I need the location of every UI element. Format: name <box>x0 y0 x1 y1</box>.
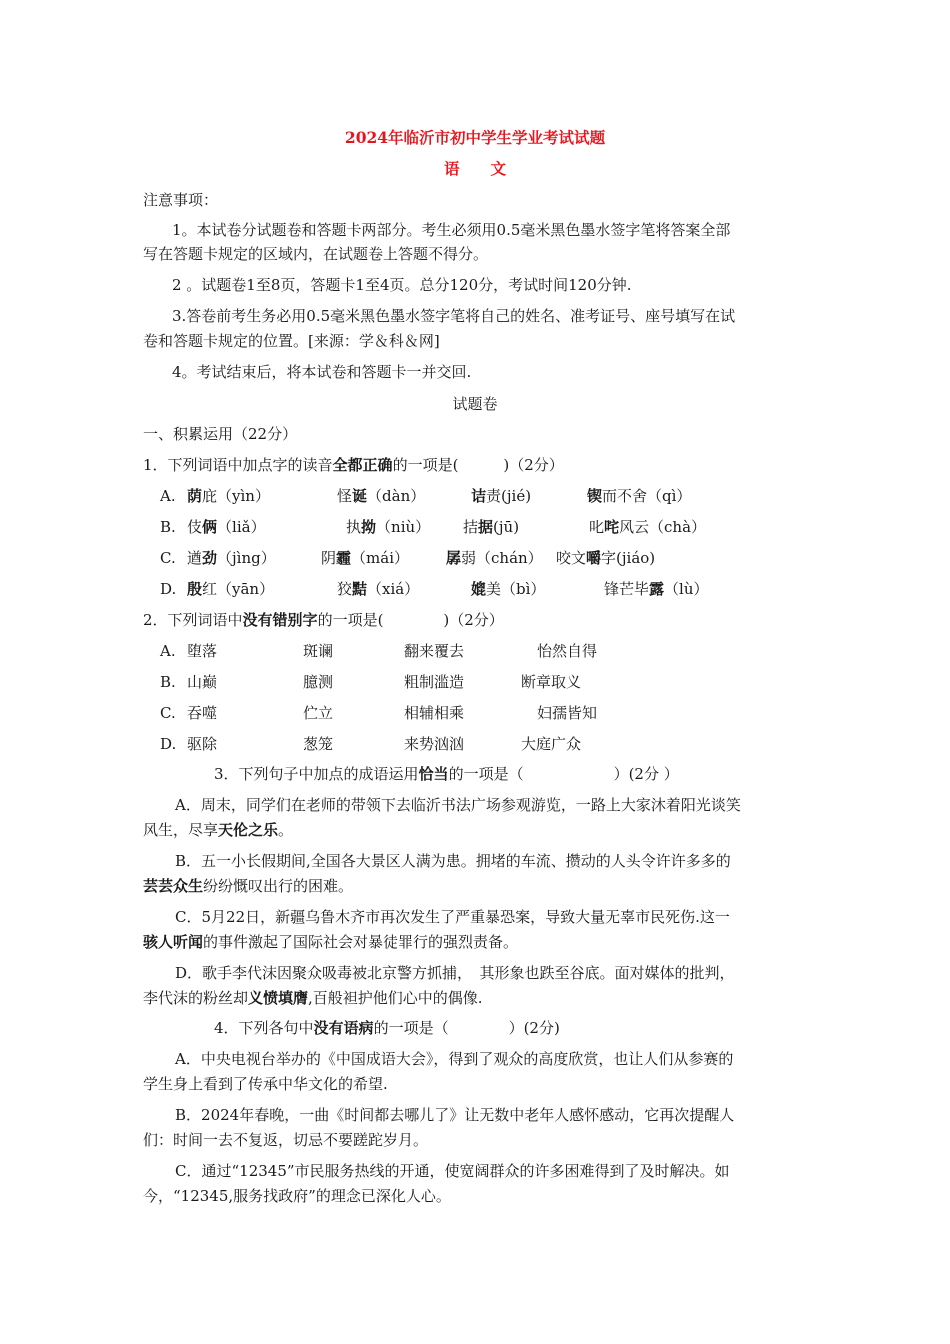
dotted-char: 嚼 <box>586 549 602 567</box>
pinyin-text: （dàn） <box>367 487 426 505</box>
q4-option-a-cont: 学生身上看到了传承中华文化的希望. <box>143 1075 388 1093</box>
pinyin-text: 美（bì） <box>486 580 546 598</box>
word-text: 驱除 <box>187 735 218 753</box>
dotted-char: 媲 <box>471 580 487 598</box>
dotted-char: 咤 <box>604 518 620 536</box>
dotted-char: 霾 <box>336 549 352 567</box>
q2-option-b <box>160 672 620 692</box>
sentence-text: ,百般袒护他们心中的偶像. <box>308 989 483 1007</box>
dotted-char: 黠 <box>352 580 368 598</box>
q1-option-c <box>160 548 800 568</box>
stem-emphasis: 没有错别字 <box>242 611 318 629</box>
word-text: 堕落 <box>187 642 218 660</box>
word-text: 拮 <box>463 518 479 536</box>
word-text: 山巅 <box>187 673 218 691</box>
q3-option-c: C．5月22日，新疆乌鲁木齐市再次发生了严重暴恐案，导致大量无辜市民死伤.这一 <box>175 908 730 926</box>
word-text: 大庭广众 <box>521 735 582 753</box>
dotted-char: 据 <box>478 518 494 536</box>
pinyin-text: （jìng） <box>217 549 276 567</box>
word-text: 吞噬 <box>187 704 218 722</box>
q4-option-b-cont: 们：时间一去不复返，切忌不要蹉跎岁月。 <box>143 1131 429 1149</box>
stem-text: 的一项是（ ）(2分) <box>373 1019 560 1037</box>
word-text: 斑谰 <box>303 642 334 660</box>
notice-heading: 注意事项： <box>143 191 219 209</box>
word-text: 执 <box>346 518 362 536</box>
pinyin-text: 红（yān） <box>202 580 275 598</box>
pinyin-text: 责(jié) <box>486 487 532 505</box>
q3-option-d: D．歌手李代沫因聚众吸毒被北京警方抓捕， 其形象也跌至谷底。面对媒体的批判， <box>175 964 735 982</box>
word-text: 断章取义 <box>521 673 582 691</box>
pinyin-text: （lù） <box>664 580 709 598</box>
q2-option-d <box>160 734 620 754</box>
stem-emphasis: 恰当 <box>418 765 449 783</box>
notice-item-3-cont: 卷和答题卡规定的位置。[来源：学＆科＆网] <box>143 332 440 350</box>
pinyin-text: （mái） <box>351 549 409 567</box>
q3-option-b: B．五一小长假期间,全国各大景区人满为患。拥堵的车流、攒动的人头令许许多多的 <box>175 852 731 870</box>
dotted-char: 诞 <box>352 487 368 505</box>
question-2-stem <box>143 610 504 630</box>
dotted-char: 锲 <box>587 487 603 505</box>
dotted-char: 拗 <box>361 518 377 536</box>
exam-title: 2024年临沂市初中学生学业考试试题 <box>344 128 606 147</box>
option-letter: A. <box>160 642 176 660</box>
idiom-emphasis: 天伦之乐 <box>218 821 279 839</box>
dotted-char: 劲 <box>202 549 218 567</box>
stem-text: 3．下列句子中加点的成语运用 <box>214 765 419 783</box>
notice-item-1: 1。本试卷分试题卷和答题卡两部分。考生必须用0.5毫米黑色墨水签字笔将答案全部 <box>172 221 731 239</box>
word-text: 锋芒毕 <box>604 580 650 598</box>
word-text: 狡 <box>337 580 353 598</box>
q3-option-d-cont <box>143 988 483 1008</box>
q4-option-c: C．通过“12345”市民服务热线的开通，使宽阔群众的许多困难得到了及时解决。如 <box>175 1162 730 1180</box>
section-label: 试题卷 <box>452 395 498 413</box>
sentence-text: 。 <box>278 821 294 839</box>
word-text: 阴 <box>321 549 337 567</box>
q1-option-b <box>160 517 800 537</box>
word-text: 遒 <box>187 549 203 567</box>
stem-text: 1．下列词语中加点字的读音 <box>143 456 333 474</box>
option-letter: C. <box>160 704 176 722</box>
idiom-emphasis: 骇人听闻 <box>143 933 204 951</box>
stem-text: 的一项是（ ）(2分 ） <box>448 765 679 783</box>
q3-option-a-cont <box>143 820 293 840</box>
stem-emphasis: 没有语病 <box>313 1019 374 1037</box>
dotted-char: 荫 <box>187 487 203 505</box>
word-text: 咬文 <box>556 549 587 567</box>
option-letter: D. <box>160 580 177 598</box>
word-text: 相辅相乘 <box>404 704 465 722</box>
part-heading: 一、积累运用（22分） <box>143 425 298 443</box>
stem-text: 2．下列词语中 <box>143 611 243 629</box>
pinyin-text: 弱（chán） <box>461 549 543 567</box>
word-text: 伫立 <box>303 704 334 722</box>
q3-option-a: A．周末，同学们在老师的带领下去临沂书法广场参观游览，一路上大家沐着阳光谈笑 <box>175 796 741 814</box>
word-text: 葱笼 <box>303 735 334 753</box>
sentence-text: 风生，尽享 <box>143 821 219 839</box>
pinyin-text: (jū) <box>493 518 520 536</box>
stem-text: 4．下列各句中 <box>214 1019 314 1037</box>
option-letter: B. <box>160 518 176 536</box>
notice-item-3: 3.答卷前考生务必用0.5毫米黑色墨水签字笔将自己的姓名、准考证号、座号填写在试 <box>172 307 736 325</box>
q1-option-d <box>160 579 800 599</box>
pinyin-text: （liǎ） <box>217 518 266 536</box>
pinyin-text: 庇（yìn） <box>202 487 270 505</box>
q2-option-a <box>160 641 620 661</box>
pinyin-text: 字(jiáo) <box>601 549 656 567</box>
q4-option-a: A．中央电视台举办的《中国成语大会》，得到了观众的高度欣赏，也让人们从参赛的 <box>175 1050 734 1068</box>
question-4-stem <box>214 1018 560 1038</box>
dotted-char: 诘 <box>471 487 487 505</box>
idiom-emphasis: 义愤填膺 <box>248 989 309 1007</box>
word-text: 怡然自得 <box>537 642 598 660</box>
word-text: 叱 <box>589 518 605 536</box>
dotted-char: 露 <box>649 580 665 598</box>
sentence-text: 李代沫的粉丝却 <box>143 989 249 1007</box>
sentence-text: 纷纷慨叹出行的困难。 <box>203 877 354 895</box>
notice-item-4: 4。考试结束后，将本试卷和答题卡一并交回. <box>172 363 472 381</box>
q3-option-b-cont <box>143 876 353 896</box>
pinyin-text: 风云（chà） <box>619 518 707 536</box>
word-text: 伎 <box>187 518 203 536</box>
stem-text: 的一项是( )（2分） <box>392 456 564 474</box>
question-1-stem <box>143 455 564 475</box>
question-3-stem <box>214 764 679 784</box>
word-text: 怪 <box>337 487 353 505</box>
sentence-text: 的事件激起了国际社会对暴徒罪行的强烈责备。 <box>203 933 519 951</box>
stem-text: 的一项是( )（2分） <box>317 611 504 629</box>
notice-item-1-cont: 写在答题卡规定的区域内，在试题卷上答题不得分。 <box>143 245 489 263</box>
idiom-emphasis: 芸芸众生 <box>143 877 204 895</box>
stem-emphasis: 全都正确 <box>332 456 393 474</box>
q4-option-b: B．2024年春晚，一曲《时间都去哪儿了》让无数中老年人感怀感动，它再次提醒人 <box>175 1106 735 1124</box>
dotted-char: 孱 <box>446 549 462 567</box>
dotted-char: 殷 <box>187 580 203 598</box>
word-text: 臆测 <box>303 673 334 691</box>
word-text: 翻来覆去 <box>404 642 465 660</box>
q4-option-c-cont: 今，“12345,服务找政府”的理念已深化人心。 <box>143 1187 451 1205</box>
pinyin-text: 而不舍（qì） <box>602 487 692 505</box>
subject-title: 语 文 <box>443 159 506 178</box>
q2-option-c <box>160 703 620 723</box>
q3-option-c-cont <box>143 932 518 952</box>
notice-item-2: 2 。试题卷1至8页，答题卡1至4页。总分120分，考试时间120分钟. <box>172 276 632 294</box>
option-letter: D. <box>160 735 177 753</box>
q1-option-a <box>160 486 800 506</box>
dotted-char: 俩 <box>202 518 218 536</box>
pinyin-text: （niù） <box>376 518 431 536</box>
option-letter: B. <box>160 673 176 691</box>
option-letter: C. <box>160 549 176 567</box>
pinyin-text: （xiá） <box>367 580 420 598</box>
word-text: 妇孺皆知 <box>537 704 598 722</box>
word-text: 粗制滥造 <box>404 673 465 691</box>
option-letter: A. <box>160 487 176 505</box>
word-text: 来势汹汹 <box>404 735 465 753</box>
